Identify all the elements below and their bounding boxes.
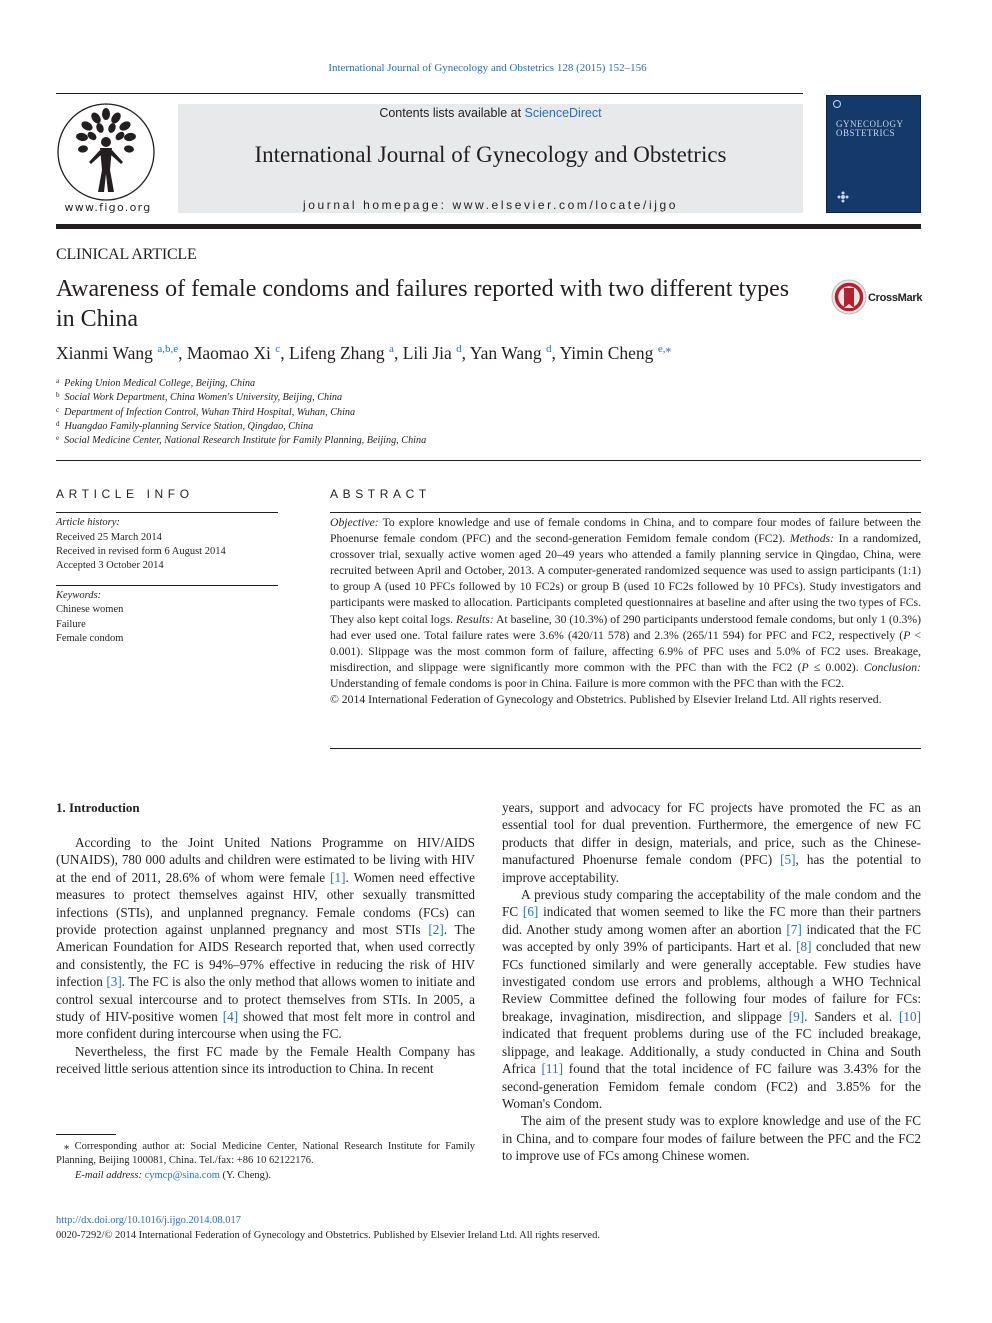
body-paragraph <box>502 886 921 1112</box>
citation-link[interactable]: [8] <box>796 939 812 955</box>
author-separator: , <box>393 343 403 363</box>
abstract-body <box>330 515 921 708</box>
header-top-rule <box>56 93 803 94</box>
affiliation-mark: c <box>56 406 60 414</box>
keyword: Failure <box>56 619 86 630</box>
email-suffix: (Y. Cheng). <box>219 1169 272 1181</box>
footnote-paragraph <box>56 1140 475 1169</box>
body-text: . Women need effective measures to protect themselves against HIV, other sexually transmitted infections (STIs), and unplanned pregnancy. Female condoms (FCs) can provide protection against unplanned pregnancy and most STIs <box>56 869 475 938</box>
sciencedirect-link[interactable]: ScienceDirect <box>524 106 602 120</box>
objective-text: To explore knowledge and use of female condoms in China, and to compare four modes of failure between the Phoenurse female condom (PFC) and the second-generation Femidom female condom (FC2). <box>330 516 921 546</box>
abstract-copyright: © 2014 International Federation of Gynecology and Obstetrics. Published by Elsevier Ireland Ltd. All rights reserved. <box>330 693 882 707</box>
author-list <box>56 343 671 364</box>
objective-label: Objective: <box>330 516 379 529</box>
email-link[interactable]: cymcp@sina.com <box>144 1169 220 1181</box>
author-name[interactable]: Lili Jia <box>402 343 452 363</box>
footnote-rule <box>56 1134 116 1135</box>
journal-citation-link[interactable]: International Journal of Gynecology and Obstetrics 128 (2015) 152–156 <box>328 62 647 74</box>
issn-copyright: 0020-7292/© 2014 International Federation of Gynecology and Obstetrics. Published by Elsevier Ireland Ltd. All rights reserved. <box>56 1230 600 1241</box>
citation-link[interactable]: [1] <box>330 869 346 885</box>
keyword: Female condom <box>56 633 124 644</box>
body-text: . Sanders et al. <box>804 1008 900 1024</box>
body-text: found that the total incidence of FC failure was 3.43% for the second-generation Femidom female condom (FC2) and 3.85% for the Woman's Condom. <box>502 1061 921 1111</box>
corresponding-author-footnote <box>56 1140 475 1183</box>
author-affiliation-mark[interactable]: d <box>546 343 552 355</box>
author-affiliation-mark[interactable]: d <box>456 343 462 355</box>
received-date: Received 25 March 2014 <box>56 532 162 543</box>
body-paragraph <box>56 834 475 1043</box>
author-name[interactable]: Xianmi Wang <box>56 343 153 363</box>
article-type: CLINICAL ARTICLE <box>56 246 197 263</box>
affiliation-mark: b <box>56 391 60 399</box>
body-text: concluded that new FCs functioned similarly and were generally acceptable. Few studies have investigated condom use errors and problems, although a WHO Technical Review Committee defined the following four modes of failure for FCs: breakage, invagination, misdirection, and slippage <box>502 939 921 1024</box>
accepted-date: Accepted 3 October 2014 <box>56 560 164 571</box>
body-text: indicated that the FC was accepted by only 39% of participants. Hart et al. <box>502 921 921 955</box>
body-column-right-text <box>502 799 921 1165</box>
body-text: indicated that women seemed to like the FC more than their partners did. Another study among women after an abortion <box>502 904 921 937</box>
doi-link[interactable]: http://dx.doi.org/10.1016/j.ijgo.2014.08.017 <box>56 1215 242 1226</box>
body-paragraph: The aim of the present study was to explore knowledge and use of the FC in China, and to compare four modes of failure between the PFC and the FC2 to improve use of FCs among Chinese women. <box>502 1113 921 1164</box>
abstract-bottom-rule <box>330 748 921 749</box>
journal-cover-flower-icon <box>836 190 850 204</box>
figo-url[interactable]: www.figo.org <box>64 201 152 214</box>
abstract-rule <box>330 512 921 513</box>
abstract-heading: ABSTRACT <box>330 487 431 501</box>
article-info-rule <box>56 512 278 513</box>
revised-date: Received in revised form 6 August 2014 <box>56 546 226 557</box>
citation-link[interactable]: [10] <box>899 1008 921 1024</box>
results-text: < 0.001). Slippage was the most common form of failure, affecting 6.9% of PFC uses and 5.0% of FC2 uses. Breakage, misdirection, and slippage were significantly more common with the PFC than with the FC2 ( <box>330 628 921 674</box>
citation-link[interactable]: [9] <box>788 1008 805 1024</box>
affiliation-text: Social Work Department, China Women's University, Beijing, China <box>64 392 343 403</box>
citation-link[interactable]: [6] <box>522 904 539 920</box>
email-label: E-mail address: <box>75 1169 142 1181</box>
contents-prefix: Contents lists available at <box>379 106 525 120</box>
journal-title: International Journal of Gynecology and Obstetrics <box>254 142 727 167</box>
p-value-symbol: P <box>903 628 911 642</box>
affiliation-mark: a <box>56 377 60 385</box>
body-text: showed that most felt more in control and more confident during intercourse when using the FC. <box>56 1009 475 1042</box>
p-value-symbol: P <box>801 660 809 674</box>
affiliations-rule <box>56 460 921 461</box>
author-name[interactable]: Yimin Cheng <box>559 343 654 363</box>
affiliation-text: Huangdao Family-planning Service Station, Qingdao, China <box>64 421 314 432</box>
keyword: Chinese women <box>56 604 124 615</box>
conclusion-text: Understanding of female condoms is poor in China. Failure is more common with the PFC than with the FC2. <box>330 676 845 690</box>
author-name[interactable]: Maomao Xi <box>186 343 271 363</box>
author-separator: , <box>280 343 289 363</box>
author-separator: , <box>551 343 560 363</box>
journal-cover-title <box>836 120 922 138</box>
conclusion-label: Conclusion: <box>863 660 921 674</box>
author-name[interactable]: Lifeng Zhang <box>288 343 385 363</box>
contents-line <box>178 106 803 120</box>
body-text: . The FC is also the only method that allows women to initiate and control sexual intercourse and to protect themselves from STIs. In 2005, a study of HIV-positive women <box>56 974 475 1025</box>
body-column-left <box>56 834 475 1078</box>
citation-link[interactable]: [2] <box>428 922 444 938</box>
article-info-heading: ARTICLE INFO <box>56 487 194 501</box>
abstract-paragraph <box>330 515 921 692</box>
journal-homepage-link[interactable]: journal homepage: www.elsevier.com/locate/ijgo <box>302 198 679 212</box>
citation-link[interactable]: [3] <box>106 974 122 990</box>
affiliation <box>56 391 342 403</box>
author-affiliation-mark[interactable]: e,⁎ <box>657 343 671 355</box>
body-text: Nevertheless, the first FC made by the Female Health Company has received little serious attention since its introduction to China. In recent <box>56 1043 475 1077</box>
affiliation <box>56 377 255 389</box>
results-label: Results: <box>456 612 494 626</box>
citation-link[interactable]: [11] <box>541 1061 563 1077</box>
affiliation-text: Peking Union Medical College, Beijing, China <box>64 378 256 389</box>
body-text: According to the Joint United Nations Programme on HIV/AIDS (UNAIDS), 780 000 adults and children were estimated to be living with HIV at the end of 2011, 28.6% of whom were female <box>56 835 475 885</box>
footnote-star: ⁎ <box>64 1141 70 1152</box>
journal-cover-emblem-icon <box>832 99 842 111</box>
cover-title-line-1: GYNECOLOGY <box>836 119 904 129</box>
footnote-text: Corresponding author at: Social Medicine Center, National Research Institute for Family Planning, Beijing 100081, China. Tel./fax: +86 10 62122176. <box>56 1141 475 1167</box>
cover-title-line-2: OBSTETRICS <box>836 128 896 138</box>
introduction-heading: 1. Introduction <box>56 800 140 815</box>
body-paragraph-continued: years, support and advocacy for FC projects have promoted the FC as an essential tool for dual prevention. Furthermore, the emergence of new FC products that differ in design, materials, and price, such as the Chinese-manufactured Phoenurse female condom (PFC) [5], has the potential to improve acceptability. <box>502 800 921 885</box>
body-text: indicated that frequent problems during use of the FC included breakage, slippage, and leakage. Additionally, a study conducted in China and South Africa <box>502 1026 921 1077</box>
article-title: Awareness of female condoms and failures reported with two different types in China <box>56 276 790 332</box>
footnote-email-line <box>56 1169 475 1183</box>
body-paragraph <box>56 1043 475 1078</box>
citation-link[interactable]: [4] <box>222 1009 239 1025</box>
citation-link[interactable]: [7] <box>786 921 802 937</box>
methods-text: In a randomized, crossover trial, sexually active women aged 20–49 years who attended a family planning service in Qingdao, China, were recruited between April and October, 2013. A computer-generated randomized sequence was used to assign participants (1:1) to group A (used 10 PFCs followed by 10 FC2s) or group B (used 10 FC2s followed by 10 PFCs). Study investigators and participants were masked to allocation. Participants completed questionnaires at baseline and after using the two types of FCs. They also kept coital logs. <box>330 532 921 626</box>
affiliation-text: Department of Infection Control, Wuhan Third Hospital, Wuhan, China <box>64 407 356 418</box>
citation-link[interactable]: [5] <box>780 852 796 868</box>
figo-logo-icon <box>56 100 160 214</box>
author-affiliation-mark[interactable]: a <box>389 343 394 355</box>
keywords-rule <box>56 585 278 586</box>
author-affiliation-mark[interactable]: c <box>275 343 281 355</box>
crossmark-label[interactable]: CrossMark <box>868 292 923 304</box>
affiliation-mark: e <box>56 434 60 442</box>
affiliation <box>56 434 426 446</box>
affiliation <box>56 406 355 418</box>
affiliation-mark: d <box>56 420 60 428</box>
author-separator: , <box>178 343 187 363</box>
body-text: A previous study comparing the acceptability of the male condom and the FC <box>502 887 921 920</box>
results-text: ≤ 0.002). <box>808 660 859 674</box>
crossmark-icon[interactable] <box>831 279 867 315</box>
results-text: At baseline, 30 (10.3%) of 290 participants understood female condoms, but only 1 (0.3%) had ever used one. Total failure rates were 3.6% (420/11 578) and 2.3% (265/11 594) for PFC and FC2, respectively ( <box>330 612 922 642</box>
affiliation <box>56 420 313 432</box>
keywords-label: Keywords: <box>56 590 102 601</box>
body-text: . The American Foundation for AIDS Research reported that, when used correctly and consistently, the FC is 94%–97% effective in reducing the risk of HIV infection <box>56 922 476 990</box>
author-separator: , <box>461 343 470 363</box>
author-affiliation-mark[interactable]: a,b,e <box>157 343 179 355</box>
article-history-label: Article history: <box>56 517 120 528</box>
affiliation-text: Social Medicine Center, National Research Institute for Family Planning, Beijing, China <box>64 435 427 446</box>
header-thick-rule <box>56 224 921 229</box>
author-name[interactable]: Yan Wang <box>469 343 542 363</box>
methods-label: Methods: <box>789 532 835 546</box>
